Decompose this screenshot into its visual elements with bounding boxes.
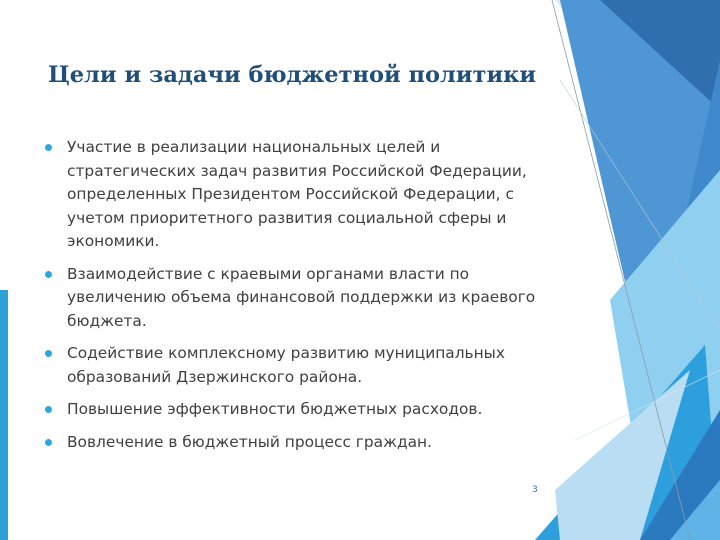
slide-page-number: 3: [532, 485, 538, 495]
bullet-dot-icon: [45, 271, 52, 278]
bullet-list: [44, 136, 544, 463]
bullet-dot-icon: [45, 439, 52, 446]
bullet-dot-icon: [45, 406, 52, 413]
bullet-item-municipal-development: [44, 342, 544, 389]
slide-title: Цели и задачи бюджетной политики: [48, 62, 537, 88]
bullet-text: Взаимодействие с краевыми органами власти по увеличению объема финансовой поддержки из краевого бюджета.: [67, 264, 536, 330]
bullet-text: Повышение эффективности бюджетных расходов.: [67, 400, 483, 418]
bullet-text: Содействие комплексному развитию муниципальных образований Дзержинского района.: [67, 344, 505, 386]
bullet-text: Вовлечение в бюджетный процесс граждан.: [67, 432, 432, 451]
bullet-item-regional-cooperation: [44, 263, 544, 334]
bullet-dot-icon: [45, 350, 52, 357]
bullet-text: Участие в реализации национальных целей и стратегических задач развития Российской Федерации, определенных Президентом Российской Федерации, с учетом приоритетного развития социальной сферы и экономики.: [67, 138, 527, 250]
left-accent-strip: [0, 290, 8, 540]
bullet-dot-icon: [45, 144, 52, 151]
bullet-item-national-goals: [44, 136, 544, 254]
bullet-item-spending-efficiency: [44, 398, 544, 422]
bullet-item-citizen-involvement: [44, 431, 544, 455]
